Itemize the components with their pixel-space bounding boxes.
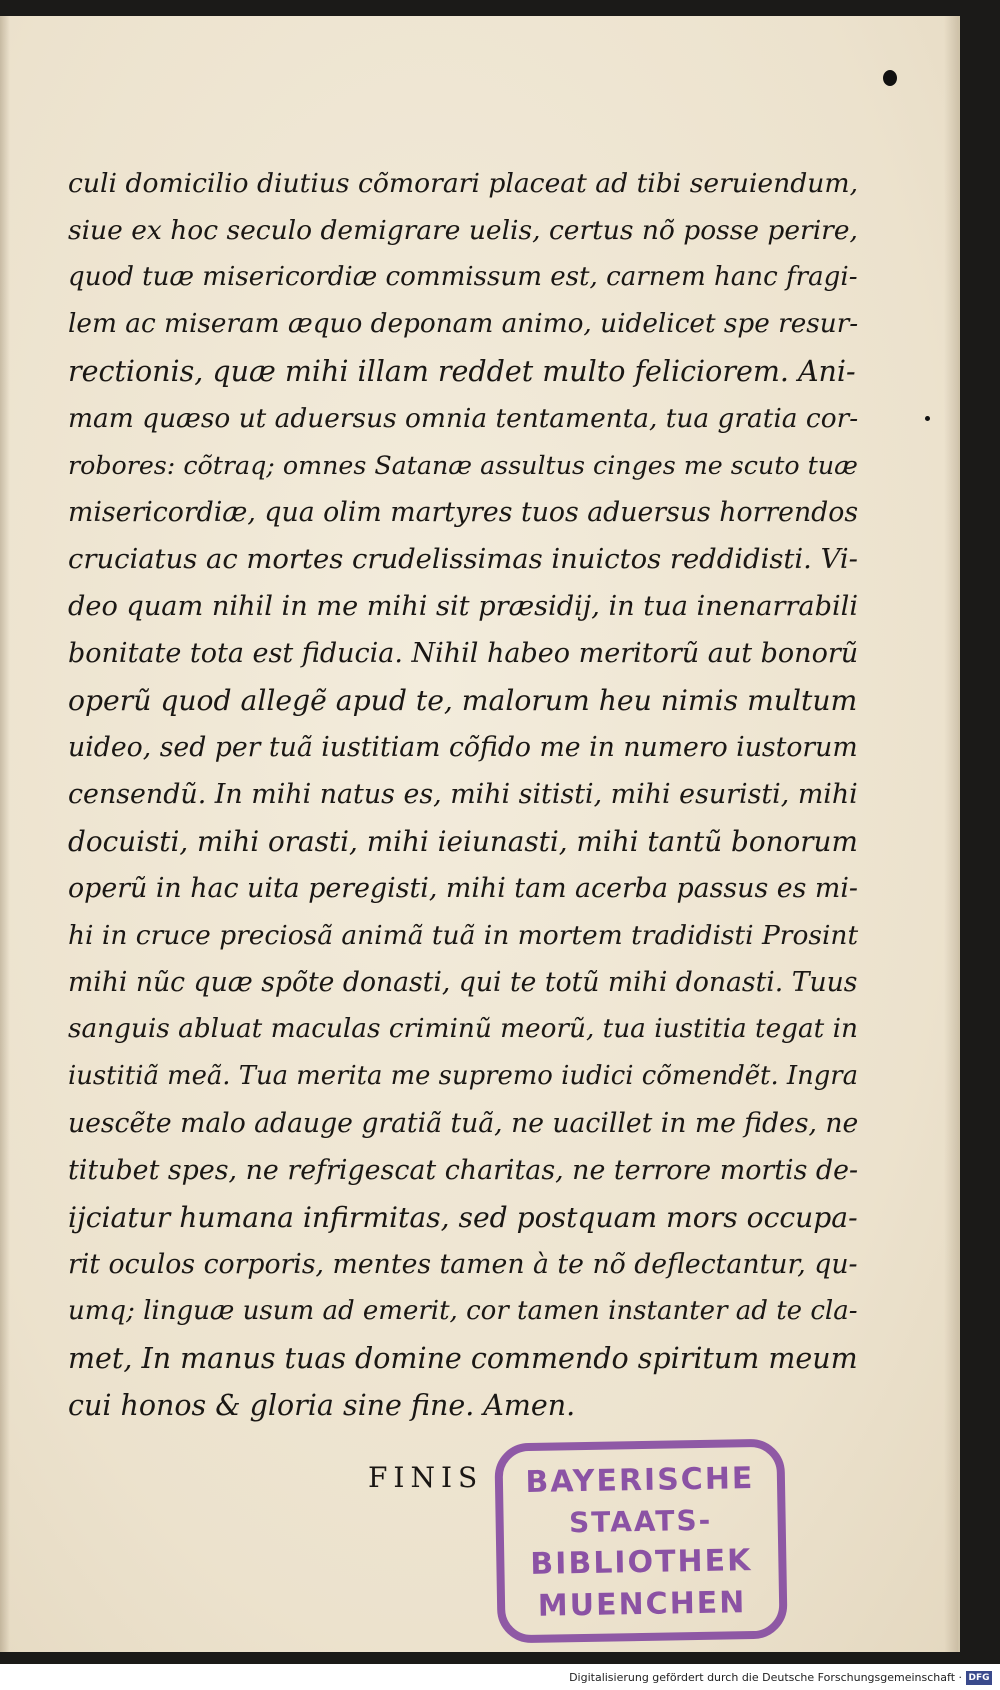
text-line: quod tuæ misericordiæ commissum est, carnem hanc fragi- xyxy=(68,262,858,292)
text-line: rectionis, quæ mihi illam reddet multo feliciorem. Ani- xyxy=(68,355,856,388)
text-line: mam quæso ut aduersus omnia tentamenta, tua gratia cor- xyxy=(68,403,859,434)
finis-heading: FINIS xyxy=(368,1461,484,1494)
text-line: lem ac miseram æquo deponam animo, uidelicet spe resur- xyxy=(68,309,859,339)
text-line: uideo, sed per tuã iustitiam cõfido me in numero iustorum xyxy=(68,732,858,763)
text-line: hi in cruce preciosã animã tuã in mortem tradidisti Prosint xyxy=(68,920,859,951)
footer-credit: Digitalisierung gefördert durch die Deutsche Forschungsgemeinschaft · xyxy=(569,1671,962,1684)
text-line: operũ quod allegẽ apud te, malorum heu nimis multum xyxy=(68,684,858,717)
library-stamp xyxy=(494,1438,787,1643)
text-line: iustitiã meã. Tua merita me supremo iudici cõmendẽt. Ingra xyxy=(68,1061,859,1091)
text-line: cruciatus ac mortes crudelissimas inuictos reddidisti. Vi- xyxy=(68,544,858,575)
page-gutter-shadow xyxy=(0,16,10,1652)
stamp-line-2: STAATS- xyxy=(568,1503,713,1540)
text-line: siue ex hoc seculo demigrare uelis, certus nõ posse perire, xyxy=(68,215,858,246)
ink-blot xyxy=(883,70,897,86)
dfg-logo: DFG xyxy=(966,1671,992,1685)
text-line: bonitate tota est fiducia. Nihil habeo meritorũ aut bonorũ xyxy=(68,638,859,669)
text-line: ijciatur humana infirmitas, sed postquam mors occupa- xyxy=(68,1201,858,1234)
text-line: censendũ. In mihi natus es, mihi sitisti, mihi esuristi, mihi xyxy=(68,779,858,810)
text-line: operũ in hac uita peregisti, mihi tam acerba passus es mi- xyxy=(68,873,859,904)
text-line: titubet spes, ne refrigescat charitas, ne terrore mortis de- xyxy=(68,1155,859,1186)
stamp-line-4: MUENCHEN xyxy=(537,1585,747,1624)
text-line: culi domicilio diutius cõmorari placeat ad tibi seruiendum, xyxy=(68,168,859,199)
stamp-line-1: BAYERISCHE xyxy=(525,1461,755,1501)
text-line: mihi nũc quæ spõte donasti, qui te totũ mihi donasti. Tuus xyxy=(68,967,858,998)
text-line: cui honos & gloria sine fine. Amen. xyxy=(68,1389,576,1422)
book-page xyxy=(0,16,960,1652)
text-line: uescẽte malo adauge gratiã tuã, ne uacillet in me fides, ne xyxy=(68,1108,859,1139)
text-line: deo quam nihil in me mihi sit præsidij, in tua inenarrabili xyxy=(68,591,859,622)
latin-text-body xyxy=(68,160,858,1429)
text-line: umq; linguæ usum ad emerit, cor tamen instanter ad te cla- xyxy=(68,1296,858,1326)
ink-dot xyxy=(925,416,930,421)
text-line: misericordiæ, qua olim martyres tuos aduersus horrendos xyxy=(68,497,859,528)
text-line: met, In manus tuas domine commendo spiritum meum xyxy=(68,1342,858,1375)
footer-bar xyxy=(0,1664,1000,1690)
text-line: robores: cõtraq; omnes Satanæ assultus cinges me scuto tuæ xyxy=(68,451,858,480)
text-line: sanguis abluat maculas criminũ meorũ, tua iustitia tegat in xyxy=(68,1014,858,1044)
text-line: rit oculos corporis, mentes tamen à te nõ deflectantur, qu- xyxy=(68,1249,858,1280)
page-edge-shadow xyxy=(944,16,958,1652)
text-line: docuisti, mihi orasti, mihi ieiunasti, mihi tantũ bonorum xyxy=(68,825,858,858)
stamp-line-3: BIBLIOTHEK xyxy=(530,1543,753,1582)
